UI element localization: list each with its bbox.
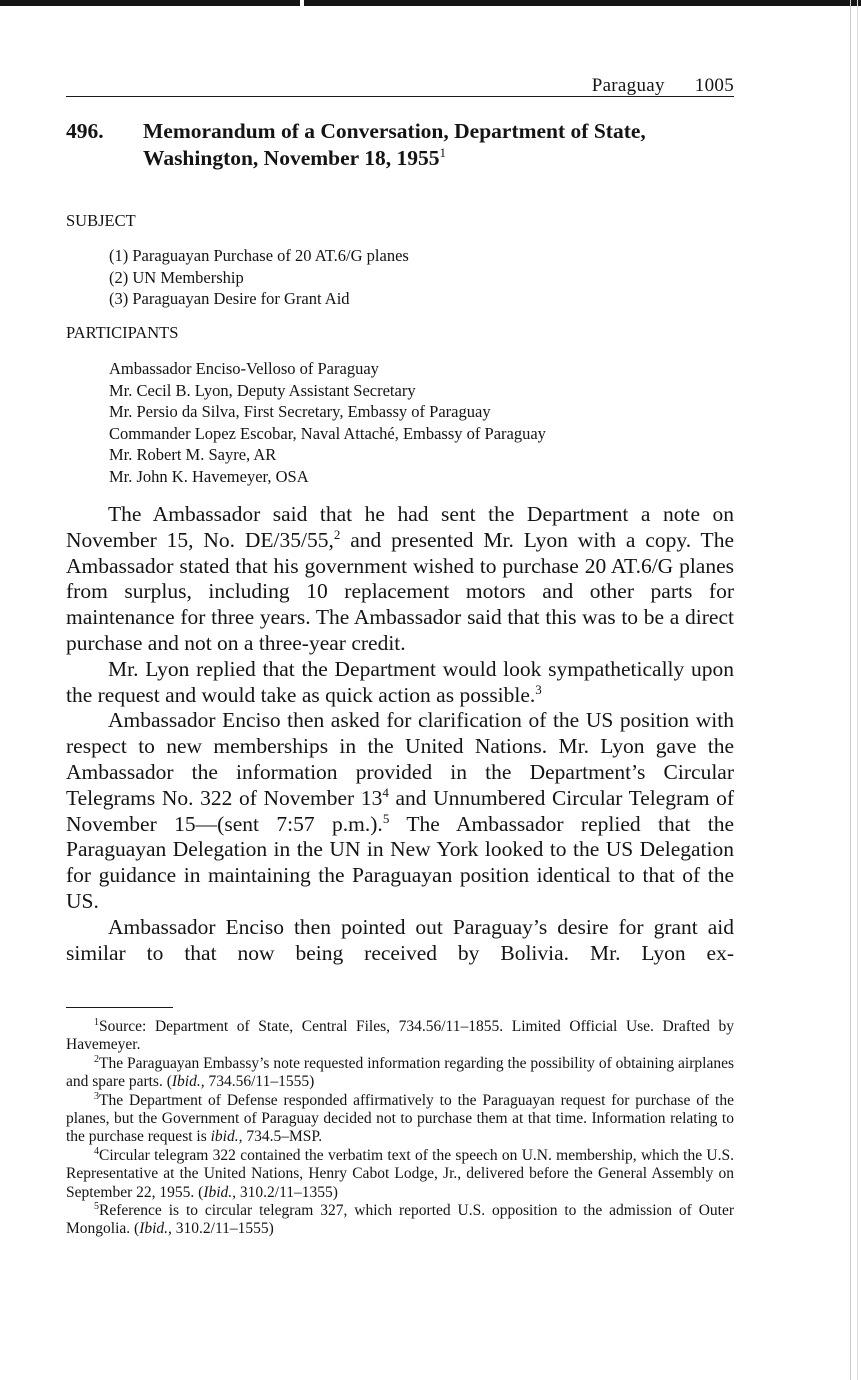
document-title-line2: Washington, November 18, 1955 [143,146,440,170]
body-text-run: Ambassador Enciso then asked for clarification of the US position with respect to new memberships in the United Nations. Mr. Lyon gave the Ambassador the information provided in the Department’s Circular Telegrams No. 322 of November 13 [66,708,734,810]
footnote-text: 734.5–MSP. [242,1128,323,1146]
footnote-text: The Paraguayan Embassy’s note requested information regarding the possibility of obtaining airplanes and spare parts. ( [66,1054,734,1091]
footnote-ref-5[interactable]: 5 [382,810,390,826]
scan-top-border [0,0,861,6]
footnote-text: 310.2/11–1555) [171,1220,274,1238]
footnote-ref-3[interactable]: 3 [535,681,542,697]
subject-item: (1) Paraguayan Purchase of 20 AT.6/G planes [109,246,409,265]
footnote-citation: Ibid., [203,1183,237,1201]
body-paragraph [66,657,734,709]
footnote-divider [66,1007,173,1008]
participant-item: Mr. John K. Havemeyer, OSA [109,466,309,486]
running-head-section: Paraguay [591,75,665,96]
body-text-run: The Ambassador replied that the Paraguayan Delegation in the UN in New York looked to the US Delegation for guidance in maintaining the Paraguayan position identical to that of the US. [66,811,734,913]
footnote-citation: ibid., [210,1128,243,1146]
participant-item: Mr. Robert M. Sayre, AR [109,445,277,464]
body-text-run: Ambassador Enciso then pointed out Paraguay’s desire for grant aid similar to that now being received by Bolivia. Mr. Lyon ex- [66,914,734,965]
participant-item: Mr. Persio da Silva, First Secretary, Embassy of Paraguay [109,402,491,421]
footnote-2 [66,1055,734,1092]
footnote-text: Circular telegram 322 contained the verbatim text of the speech on U.N. membership, which the U.S. Representative at the United Nations, Henry Cabot Lodge, Jr., delivered before the General Assembly on September 22, 1955. ( [66,1146,734,1201]
body-text-run: and presented Mr. Lyon with a copy. The Ambassador stated that his government wished to purchase 20 AT.6/G planes from surplus, including 10 replacement motors and other parts for maintenance for three years. The Ambassador said that this was to be a direct purchase and not on a three-year credit. [66,527,734,655]
participants-label: PARTICIPANTS [66,323,179,342]
subject-item: (3) Paraguayan Desire for Grant Aid [109,289,350,308]
body-text-run: and Unnumbered Circular Telegram of November 15—(sent 7:57 p.m.). [66,785,735,836]
footnote-text: The Department of Defense responded affirmatively to the Paraguayan request for purchase of the planes, but the Government of Paraguay decided not to purchase them at that time. Information relating to the purchase request is [66,1091,734,1146]
scan-right-edge [850,0,851,1380]
participant-item: Ambassador Enciso-Velloso of Paraguay [109,359,379,378]
subject-label: SUBJECT [66,211,136,230]
body-paragraph [66,915,734,967]
subject-list [109,245,409,310]
footnote-citation: Ibid., [171,1073,205,1091]
footnote-ref-4[interactable]: 4 [382,784,389,800]
document-number: 496. [66,119,104,143]
scan-right-edge-outer [857,0,858,1380]
footnote-number: 1 [94,1016,99,1028]
document-title [143,118,734,172]
footnote-text: 310.2/11–1355) [236,1183,338,1201]
body-text-run: The Ambassador said that he had sent the Department a note on November 15, No. DE/35/55, [66,502,734,552]
body-text-run: Mr. Lyon replied that the Department would look sympathetically upon the request and would take as quick action as possible. [66,656,734,707]
footnote-citation: Ibid., [139,1220,172,1238]
footnotes [66,1018,734,1239]
participant-item: Mr. Cecil B. Lyon, Deputy Assistant Secretary [109,380,416,400]
footnote-1 [66,1018,734,1055]
body-paragraph [66,502,734,657]
memorandum-body [66,502,734,966]
footnote-text: 734.56/11–1555) [204,1073,315,1091]
page-number: 1005 [694,75,734,96]
footnote-ref-2[interactable]: 2 [333,526,341,542]
footnote-number: 4 [94,1145,99,1157]
footnote-number: 5 [94,1200,99,1212]
body-paragraph [66,708,734,914]
subject-item: (2) UN Membership [109,267,244,287]
footnote-text: Source: Department of State, Central Files, 734.56/11–1855. Limited Official Use. Drafted by Havemeyer. [66,1018,734,1054]
document-title-line1: Memorandum of a Conversation, Department of State, [143,119,646,143]
footnote-text: Reference is to circular telegram 327, which reported U.S. opposition to the admission of Outer Mongolia. ( [66,1202,734,1238]
footnote-number: 2 [94,1053,99,1065]
participants-list [109,358,546,487]
participant-item: Commander Lopez Escobar, Naval Attaché, Embassy of Paraguay [109,423,546,443]
footnote-3 [66,1092,734,1147]
scan-top-border-gap [300,0,304,6]
footnote-number: 3 [94,1090,99,1102]
footnote-ref-1[interactable]: 1 [439,144,446,160]
footnote-4 [66,1147,734,1202]
footnote-5 [66,1202,734,1239]
running-head [66,75,734,97]
